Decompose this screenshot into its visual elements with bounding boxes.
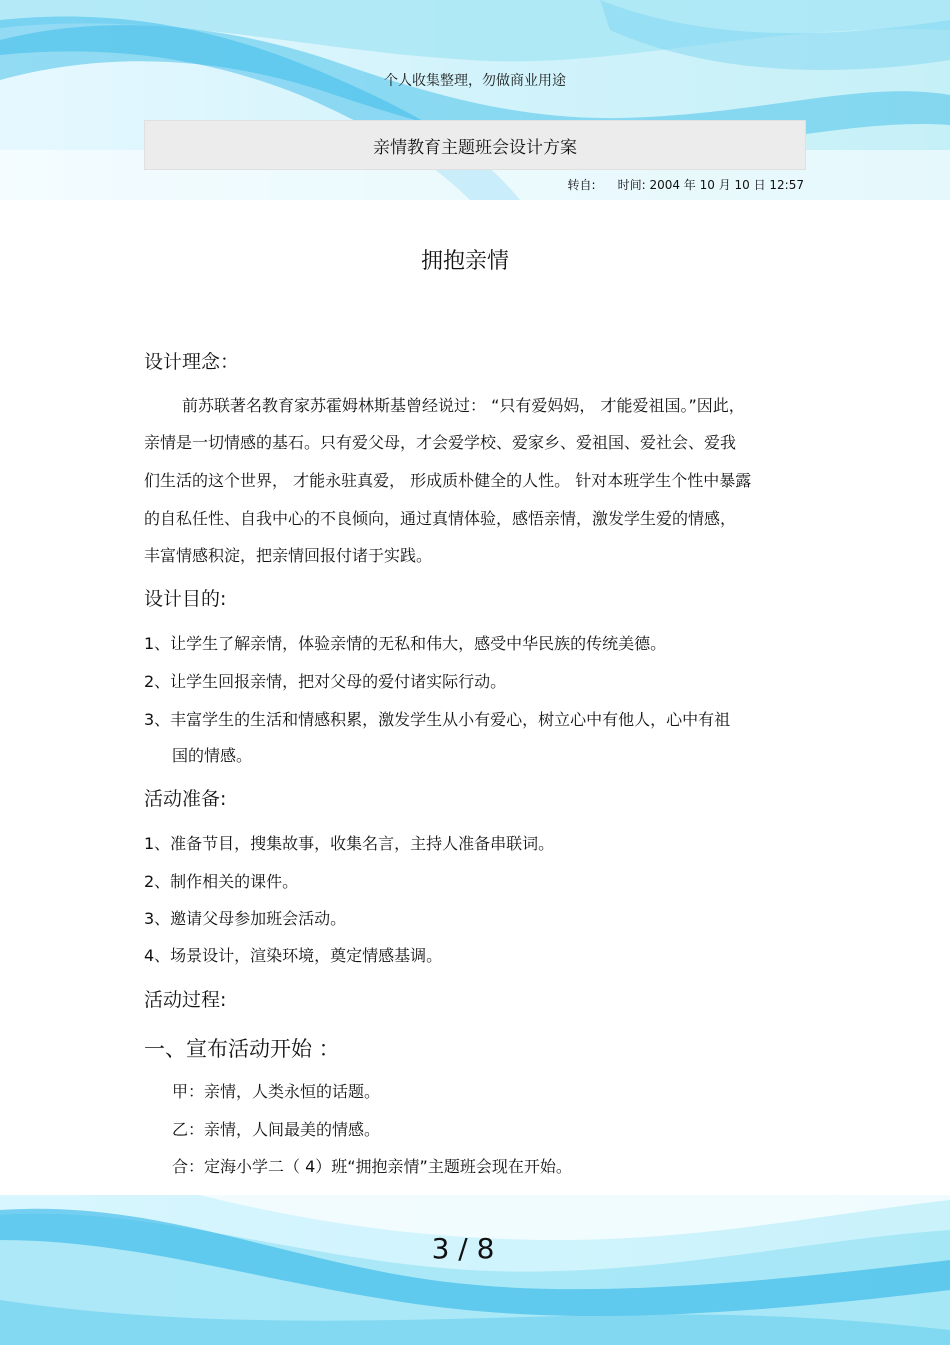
concept-line: 们生活的这个世界， 才能永驻真爱， 形成质朴健全的人性。 针对本班学生个性中暴露	[144, 471, 752, 490]
concept-line: 丰富情感积淀，把亲情回报付诸于实践。	[144, 546, 433, 565]
goal-item: 2、让学生回报亲情，把对父母的爱付诸实际行动。	[144, 672, 507, 691]
meta-line	[568, 176, 804, 193]
goals-heading: 设计目的:	[144, 588, 227, 610]
meta-time: 时间: 2004 年 10 月 10 日 12:57	[617, 178, 804, 192]
goal-item: 3、丰富学生的生活和情感积累，激发学生从小有爱心，树立心中有他人，心中有祖	[144, 710, 731, 729]
meta-source: 转自:	[567, 178, 596, 192]
watermark-text: 个人收集整理，勿做商业用途	[384, 73, 566, 89]
dialog-line: 甲：亲情，人类永恒的话题。	[172, 1082, 381, 1101]
prep-item: 1、准备节目，搜集故事，收集名言，主持人准备串联词。	[144, 834, 555, 853]
goal-item-continued: 国的情感。	[172, 746, 253, 765]
concept-line: 的自私任性、自我中心的不良倾向，通过真情体验，感悟亲情，激发学生爱的情感，	[144, 509, 737, 528]
concept-line: 前苏联著名教育家苏霍姆林斯基曾经说过： “只有爱妈妈， 才能爱祖国。”因此，	[182, 396, 745, 415]
process-heading: 活动过程:	[144, 989, 227, 1011]
concept-line: 亲情是一切情感的基石。只有爱父母，才会爱学校、爱家乡、爱祖国、爱社会、爱我	[144, 433, 737, 452]
prep-item: 3、邀请父母参加班会活动。	[144, 909, 347, 928]
document-title: 亲情教育主题班会设计方案	[373, 137, 577, 158]
prep-item: 2、制作相关的课件。	[144, 872, 299, 891]
goal-item: 1、让学生了解亲情，体验亲情的无私和伟大，感受中华民族的传统美德。	[144, 634, 667, 653]
prep-item: 4、场景设计，渲染环境，奠定情感基调。	[144, 946, 443, 965]
document-title-box	[144, 120, 806, 170]
main-title: 拥抱亲情	[420, 249, 509, 274]
dialog-line: 合：定海小学二（ 4）班“拥抱亲情”主题班会现在开始。	[172, 1157, 572, 1176]
concept-heading: 设计理念：	[144, 351, 240, 373]
dialog-line: 乙：亲情，人间最美的情感。	[172, 1120, 381, 1139]
page-number: 3 / 8	[431, 1232, 495, 1265]
section-heading: 一、宣布活动开始 ：	[144, 1037, 340, 1061]
prep-heading: 活动准备:	[144, 788, 227, 810]
